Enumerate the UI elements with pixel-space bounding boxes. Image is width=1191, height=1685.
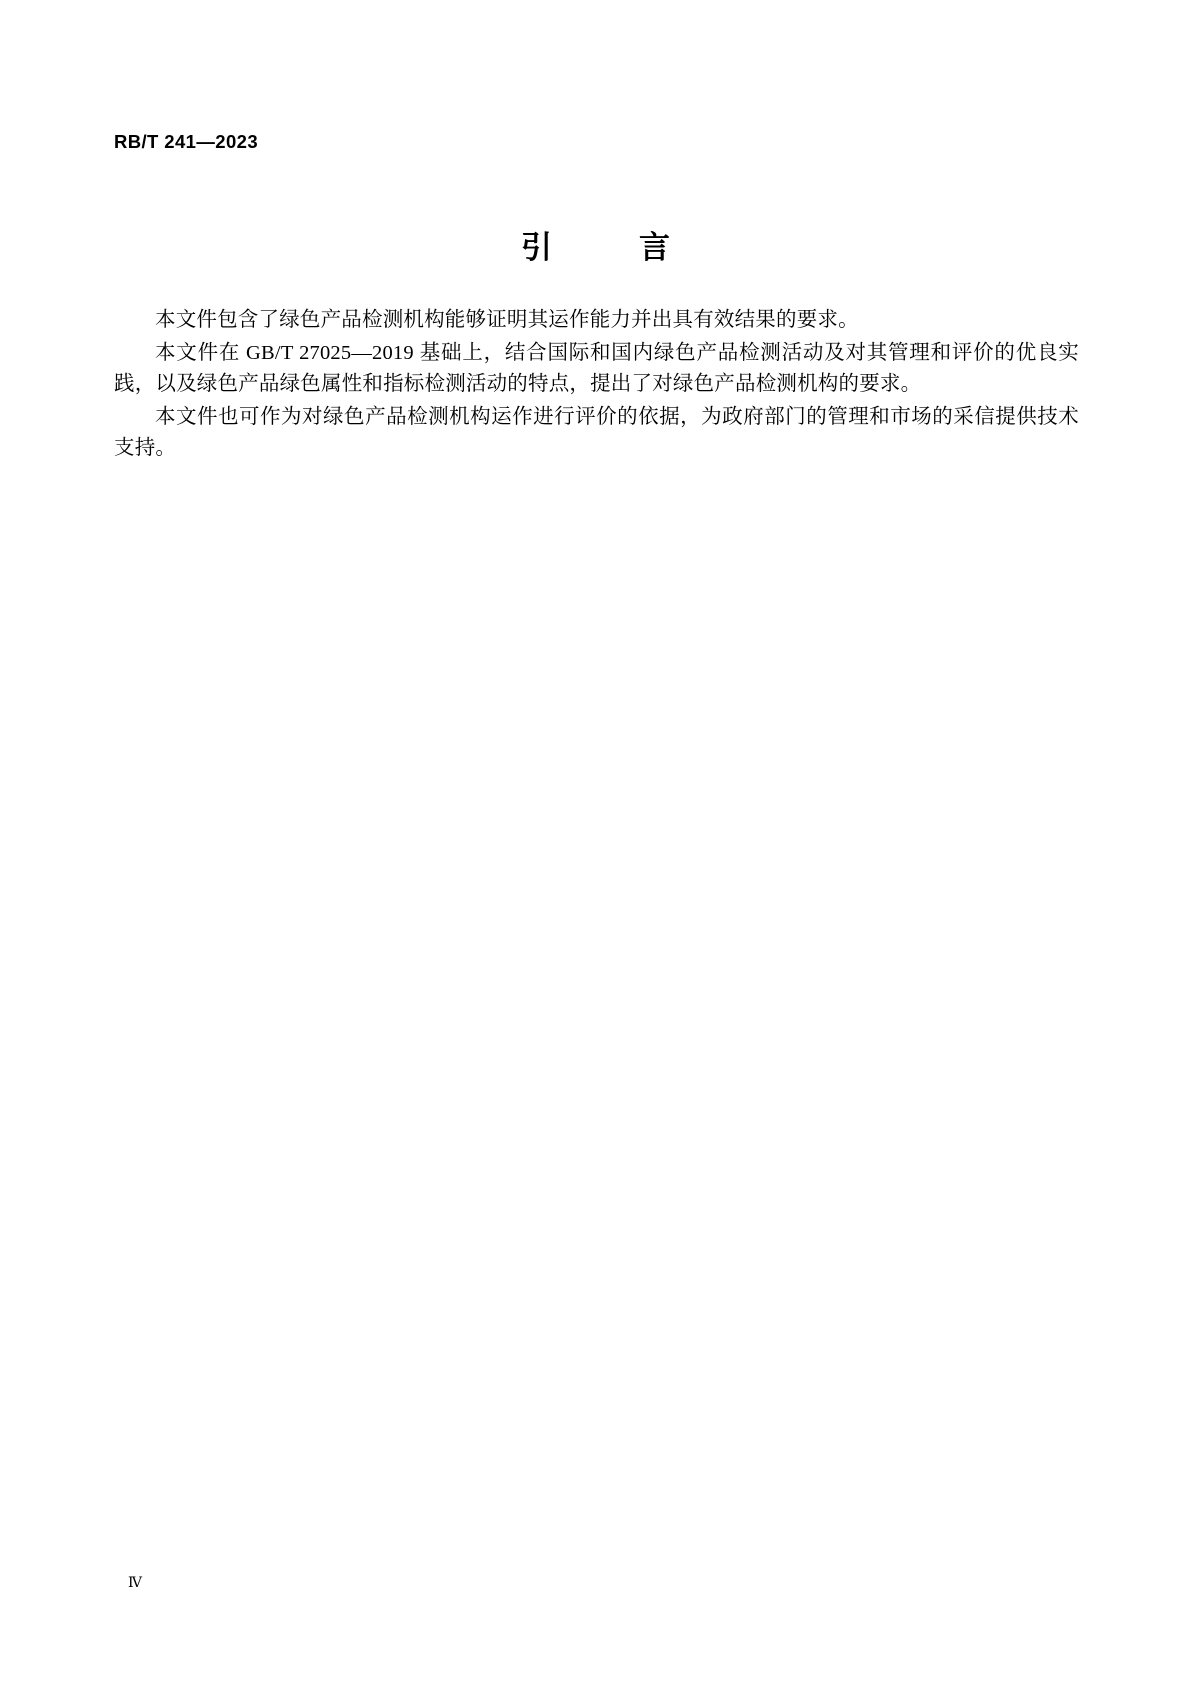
paragraph: 本文件也可作为对绿色产品检测机构运作进行评价的依据，为政府部门的管理和市场的采信提供技术支持。 <box>114 405 1079 459</box>
paragraph: 本文件包含了绿色产品检测机构能够证明其运作能力并出具有效结果的要求。 <box>155 309 859 331</box>
page-number: Ⅳ <box>128 1576 143 1591</box>
introduction-body <box>114 305 1079 465</box>
page-title: 引 言 <box>521 230 698 265</box>
standard-number-header: RB/T 241—2023 <box>114 131 259 152</box>
paragraph: 本文件在 GB/T 27025—2019 基础上，结合国际和国内绿色产品检测活动及对其管理和评价的优良实践，以及绿色产品绿色属性和指标检测活动的特点，提出了对绿色产品检测机构的要求。 <box>114 341 1079 395</box>
